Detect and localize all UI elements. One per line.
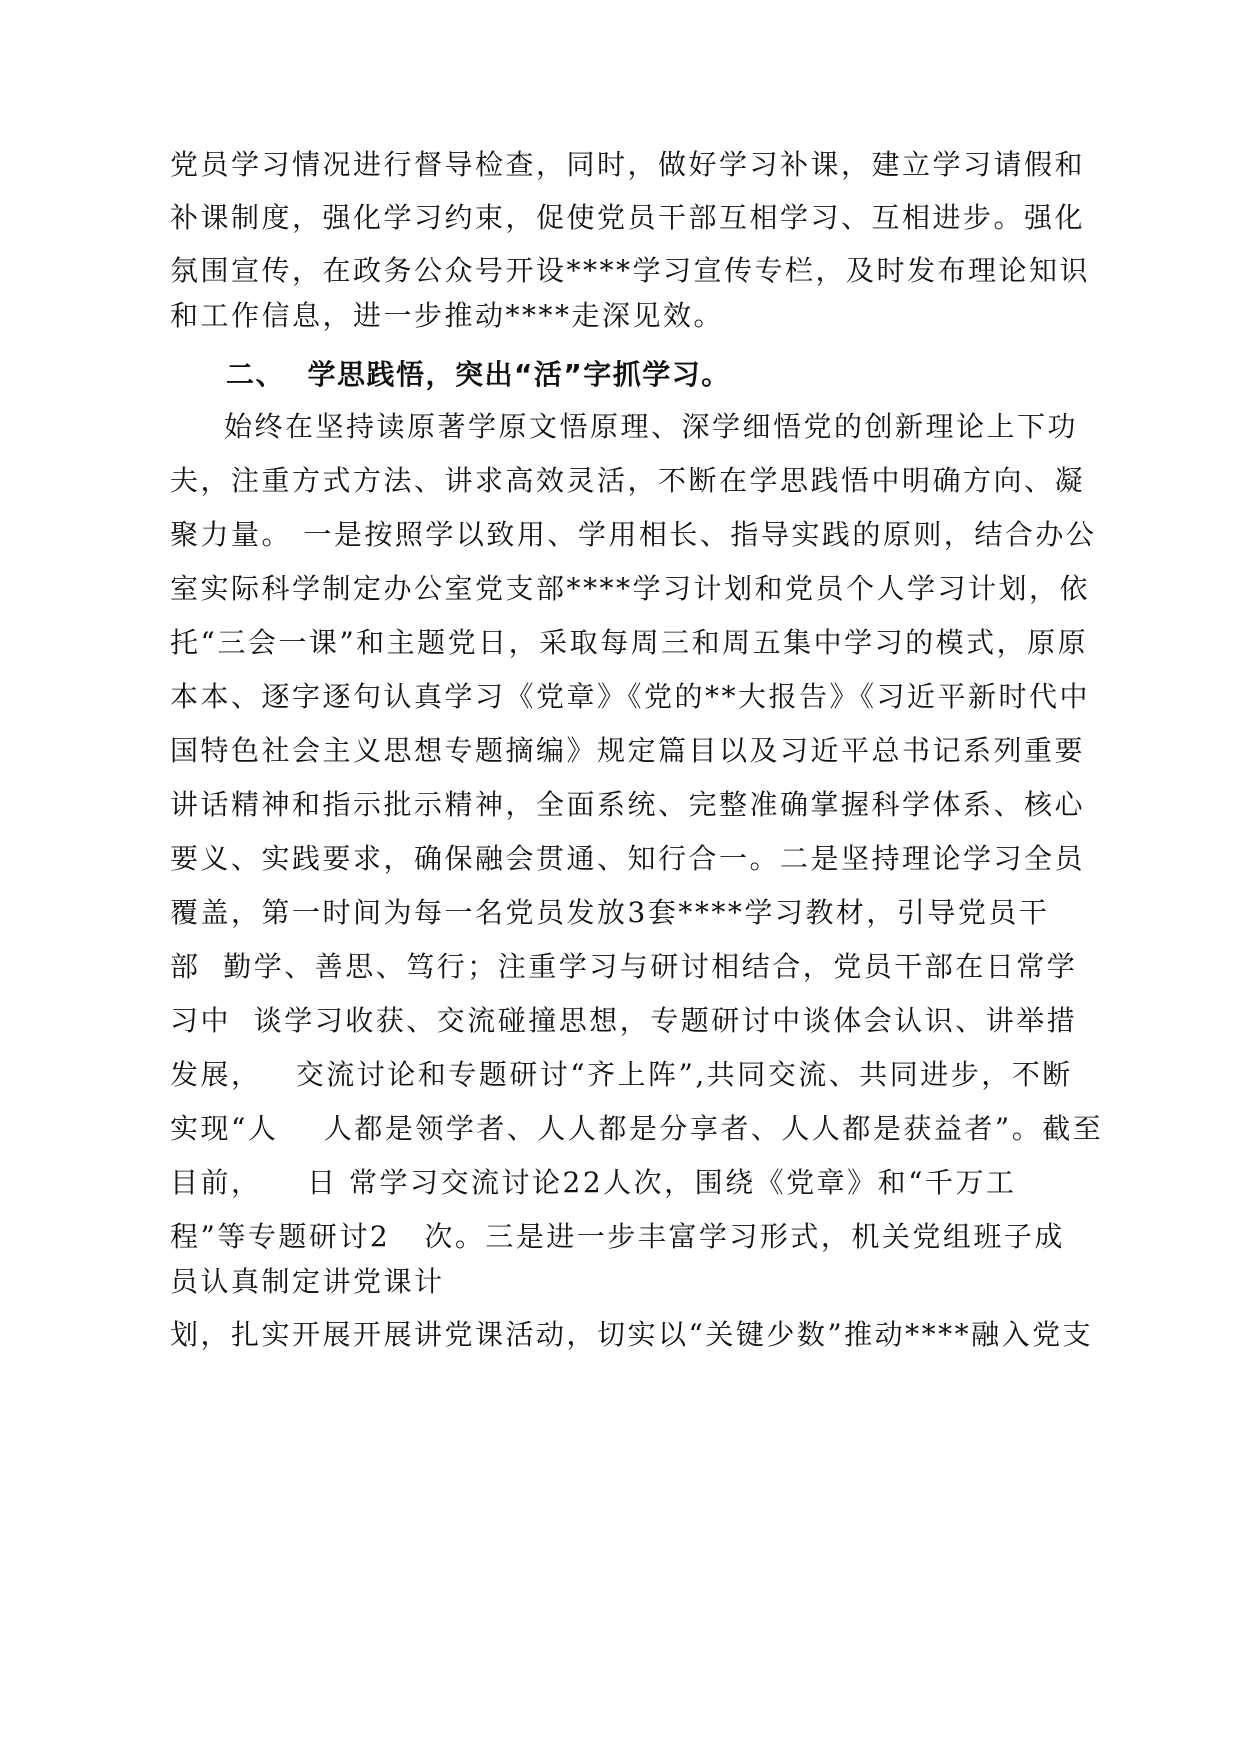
text-line-17: 习中 谈学习收获、交流碰撞思想，专题研讨中谈体会认识、讲举措 — [170, 1004, 1078, 1037]
text-line-2: 补课制度，强化学习约束，促使党员干部互相学习、互相进步。强化 — [170, 201, 1086, 234]
text-line-11: 本本、逐字逐句认真学习《党章》《党的**大报告》《习近平新时代中 — [170, 680, 1091, 713]
text-line-8: 聚力量。 一是按照学以致用、学用相长、指导实践的原则，结合办公 — [170, 518, 1097, 551]
text-line-12: 国特色社会主义思想专题摘编》规定篇目以及习近平总书记系列重要 — [170, 734, 1086, 767]
text-line-22: 员认真制定讲党课计 — [170, 1265, 445, 1298]
text-line-1: 党员学习情况进行督导检查，同时，做好学习补课，建立学习请假和 — [170, 148, 1086, 181]
text-line-6: 始终在坚持读原著学原文悟原理、深学细悟党的创新理论上下功 — [224, 410, 1079, 443]
text-line-19: 实现“人 人都是领学者、人人都是分享者、人人都是获益者”。截至 — [170, 1112, 1104, 1145]
text-line-21: 程”等专题研讨2 次。三是进一步丰富学习形式，机关党组班子成 — [170, 1220, 1065, 1253]
text-line-9: 室实际科学制定办公室党支部****学习计划和党员个人学习计划，依 — [170, 572, 1091, 605]
text-line-23: 划，扎实开展开展讲党课活动，切实以“关键少数”推动****融入党支 — [170, 1318, 1094, 1351]
text-line-10: 托“三会一课”和主题党日，采取每周三和周五集中学习的模式，原原 — [170, 626, 1089, 659]
text-line-14: 要义、实践要求，确保融会贯通、知行合一。二是坚持理论学习全员 — [170, 842, 1086, 875]
text-line-4: 和工作信息，进一步推动****走深见效。 — [170, 299, 725, 332]
text-line-3: 氛围宣传，在政务公众号开设****学习宣传专栏，及时发布理论知识 — [170, 254, 1091, 287]
text-line-15: 覆盖，第一时间为每一名党员发放3套****学习教材，引导党员干 — [170, 896, 1050, 929]
text-line-18: 发展， 交流讨论和专题研讨“齐上阵”,共同交流、共同进步，不断 — [170, 1058, 1073, 1091]
text-line-20: 目前， 日 常学习交流讨论22人次，围绕《党章》和“千万工 — [170, 1166, 1017, 1199]
text-line-16: 部 勤学、善思、笃行；注重学习与研讨相结合，党员干部在日常学 — [170, 950, 1078, 983]
section-heading: 二、 学思践悟，突出“活”字抓学习。 — [226, 358, 731, 391]
text-line-7: 夫，注重方式方法、讲求高效灵活，不断在学思践悟中明确方向、凝 — [170, 464, 1086, 497]
text-line-13: 讲话精神和指示批示精神，全面系统、完整准确掌握科学体系、核心 — [170, 788, 1086, 821]
